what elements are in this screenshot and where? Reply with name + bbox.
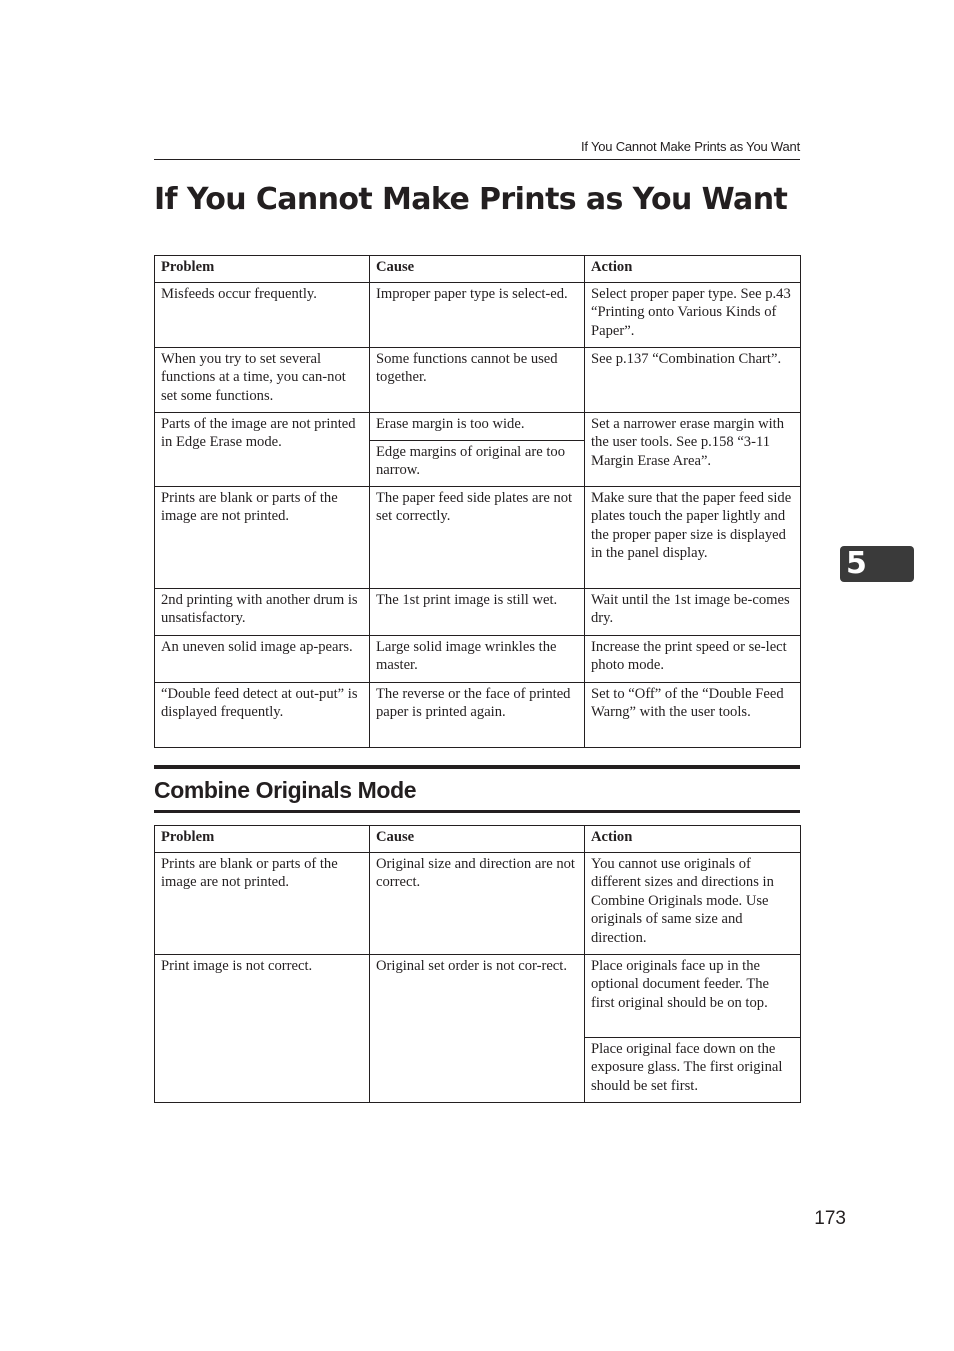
column-header-problem: Problem [155,256,370,283]
cause-cell: Some functions cannot be used together. [370,348,585,413]
action-cell: Wait until the 1st image be-comes dry. [585,589,801,636]
cause-cell: Erase margin is too wide. [370,413,585,441]
cause-cell: Edge margins of original are too narrow. [370,441,585,487]
table-row [155,853,801,955]
problem-cell: 2nd printing with another drum is unsatisfactory. [155,589,370,636]
column-header-cause: Cause [370,256,585,283]
table-row [155,636,801,683]
combine-originals-table [154,825,801,1103]
action-cell: See p.137 “Combination Chart”. [585,348,801,413]
table-row [155,283,801,348]
column-header-problem: Problem [155,826,370,853]
cause-cell: The paper feed side plates are not set correctly. [370,487,585,589]
action-cell: Set a narrower erase margin with the user tools. See p.158 “3-11 Margin Erase Area”. [585,413,801,487]
table-row [155,955,801,1038]
action-cell: Place original face down on the exposure glass. The first original should be set first. [585,1038,801,1103]
cause-cell: The 1st print image is still wet. [370,589,585,636]
column-header-action: Action [585,826,801,853]
chapter-tab [840,546,914,582]
section-rule-bottom [154,810,800,813]
cause-cell: Original set order is not cor-rect. [370,955,585,1103]
column-header-cause: Cause [370,826,585,853]
page-title: If You Cannot Make Prints as You Want [154,182,788,217]
running-header: If You Cannot Make Prints as You Want [154,137,800,160]
table-row [155,589,801,636]
cause-cell: Improper paper type is select-ed. [370,283,585,348]
table-header-row [155,256,801,283]
action-cell: You cannot use originals of different sizes and directions in Combine Originals mode. Use originals of same size and direction. [585,853,801,955]
problem-cell: Misfeeds occur frequently. [155,283,370,348]
table-row [155,413,801,441]
problem-cell: Prints are blank or parts of the image are not printed. [155,853,370,955]
section-rule-top [154,765,800,769]
problem-cell: Print image is not correct. [155,955,370,1103]
action-cell: Set to “Off” of the “Double Feed Warng” with the user tools. [585,683,801,748]
action-cell: Place originals face up in the optional document feeder. The first original should be on top. [585,955,801,1038]
cause-cell: The reverse or the face of printed paper is printed again. [370,683,585,748]
table-row [155,487,801,589]
problem-cell: Prints are blank or parts of the image are not printed. [155,487,370,589]
action-cell: Increase the print speed or se-lect photo mode. [585,636,801,683]
page-number: 173 [814,1208,846,1229]
action-cell: Make sure that the paper feed side plates touch the paper lightly and the proper paper size is displayed in the panel display. [585,487,801,589]
problem-cell: Parts of the image are not printed in Edge Erase mode. [155,413,370,487]
problem-cell: An uneven solid image ap-pears. [155,636,370,683]
table-header-row [155,826,801,853]
problem-cell: “Double feed detect at out-put” is displayed frequently. [155,683,370,748]
cause-cell: Original size and direction are not correct. [370,853,585,955]
table-row [155,348,801,413]
table-row [155,683,801,748]
column-header-action: Action [585,256,801,283]
problem-cell: When you try to set several functions at a time, you can-not set some functions. [155,348,370,413]
section-title: Combine Originals Mode [154,777,417,803]
troubleshooting-table [154,255,801,748]
action-cell: Select proper paper type. See p.43 “Printing onto Various Kinds of Paper”. [585,283,801,348]
chapter-number: 5 [846,546,867,581]
cause-cell: Large solid image wrinkles the master. [370,636,585,683]
